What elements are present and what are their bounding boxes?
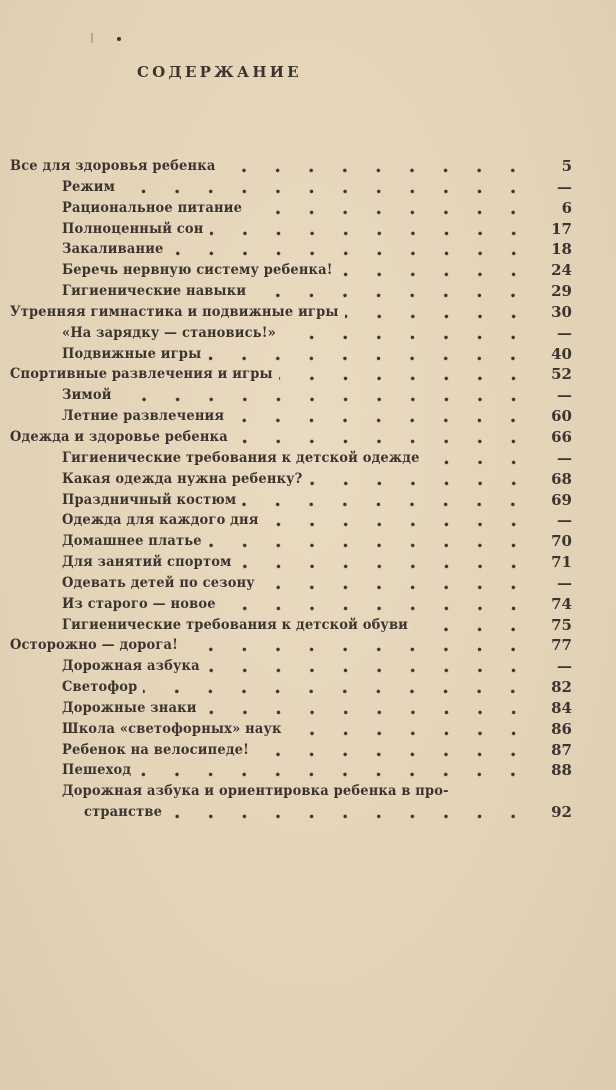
toc-entry [0, 510, 616, 531]
dot-leader [210, 219, 530, 240]
toc-entry-title: Гигиенические требования к детской одежде [62, 449, 420, 466]
toc-entry-page: 60 [551, 407, 572, 426]
toc-entry-title: Беречь нервную систему ребенка! [62, 262, 333, 279]
toc-entry-page: 71 [551, 553, 572, 572]
toc-entry-title: Одевать детей по сезону [62, 574, 255, 591]
toc-entry [0, 219, 616, 240]
toc-entry-page: 87 [551, 740, 572, 759]
toc-entry [0, 677, 616, 698]
toc-entry-page: 18 [551, 240, 572, 259]
toc-entry-page: 5 [561, 157, 572, 175]
toc-entry [0, 344, 616, 365]
dot-leader [279, 364, 530, 385]
toc-entry [0, 635, 616, 656]
toc-entry-title: Гигиенические требования к детской обуви [62, 616, 409, 633]
toc-entry-title: Одежда и здоровье ребенка [10, 428, 228, 445]
toc-entry [0, 198, 616, 219]
toc-entry-title: Домашнее платье [62, 533, 202, 550]
toc-entry-page: 75 [551, 615, 572, 634]
toc-entry-title: Подвижные игры [62, 345, 202, 362]
toc-entry-page: — [557, 323, 572, 342]
toc-entry-page: 24 [551, 261, 572, 280]
toc-entry-page: 68 [551, 469, 572, 488]
toc-entry [0, 740, 616, 761]
toc-entry-page: 82 [551, 678, 572, 697]
toc-entry-page: — [557, 386, 572, 405]
toc-entry [0, 719, 616, 740]
toc-entry [0, 323, 616, 344]
toc-entry [0, 427, 616, 448]
toc-entry-title: Одежда для каждого дня [62, 512, 259, 529]
toc-entry-title: странстве [84, 804, 163, 821]
toc-entry-page: 40 [551, 344, 572, 363]
dot-leader [184, 635, 530, 656]
toc-entry-page: 84 [551, 698, 572, 717]
toc-entry [0, 802, 616, 823]
dot-leader [170, 239, 531, 260]
toc-entry-title: Пешеход [62, 762, 132, 779]
dot-leader [282, 323, 530, 344]
toc-entry-title: Для занятий спортом [62, 554, 232, 571]
dot-leader [221, 156, 530, 177]
toc-entry-title: Какая одежда нужна ребенку? [62, 470, 303, 487]
toc-entry [0, 302, 616, 323]
dot-leader [261, 573, 530, 594]
toc-entry-title: Гигиенические навыки [62, 283, 247, 300]
toc-entry-page: 74 [551, 594, 572, 613]
dot-leader [207, 344, 530, 365]
toc-entry [0, 656, 616, 677]
toc-entry-page: 92 [551, 803, 572, 822]
dot-leader [265, 510, 530, 531]
toc-entry [0, 552, 616, 573]
toc-entry [0, 573, 616, 594]
dot-leader [222, 594, 530, 615]
toc-entry [0, 260, 616, 281]
dot-leader [230, 406, 530, 427]
dot-leader [414, 615, 530, 636]
dot-leader [238, 552, 530, 573]
dot-leader [309, 469, 531, 490]
toc-entry-page: 88 [551, 761, 572, 780]
toc-entry-title: Режим [62, 178, 116, 195]
dot-leader [168, 802, 530, 823]
toc-entry-title: Дорожная азбука и ориентировка ребенка в про- [62, 783, 449, 800]
dot-leader [426, 448, 530, 469]
dot-leader [143, 677, 530, 698]
dot-leader [288, 719, 530, 740]
toc-entry-title: Полноценный сон [62, 220, 204, 237]
toc-entry-page: 52 [551, 365, 572, 384]
dot-leader [206, 656, 530, 677]
toc-entry [0, 406, 616, 427]
dot-leader [242, 490, 530, 511]
toc-entry-page: 30 [551, 302, 572, 321]
dot-leader [339, 260, 530, 281]
toc-entry [0, 239, 616, 260]
toc-entry [0, 385, 616, 406]
toc-entry-title: Из старого — новое [62, 595, 216, 612]
table-of-contents [0, 156, 616, 823]
toc-entry-page: 70 [551, 532, 572, 551]
toc-entry-page: — [557, 448, 572, 467]
toc-entry-page: 17 [551, 219, 572, 238]
toc-entry-title: Рациональное питание [62, 199, 243, 216]
toc-entry-page: 6 [561, 198, 572, 217]
toc-entry-page: 66 [551, 427, 572, 446]
toc-entry [0, 281, 616, 302]
toc-entry-title: Зимой [62, 387, 112, 404]
dot-leader [208, 531, 530, 552]
dot-leader [137, 760, 530, 781]
toc-entry-page: — [557, 657, 572, 676]
scan-mark [91, 33, 93, 43]
toc-entry [0, 469, 616, 490]
toc-entry-page: — [557, 511, 572, 530]
dot-leader [255, 740, 530, 761]
dot-leader [203, 698, 530, 719]
toc-entry-title: Дорожная азбука [62, 658, 200, 675]
toc-entry-page: — [557, 573, 572, 592]
toc-entry [0, 156, 616, 177]
dot-leader [234, 427, 530, 448]
toc-entry [0, 594, 616, 615]
toc-entry-title: Ребенок на велосипеде! [62, 741, 250, 758]
toc-entry-title: Светофор [62, 679, 138, 696]
toc-entry [0, 698, 616, 719]
toc-entry-title: Летние развлечения [62, 408, 225, 425]
toc-entry-title: Праздничный костюм [62, 491, 237, 508]
toc-entry [0, 490, 616, 511]
toc-entry-title: Закаливание [62, 241, 164, 258]
dot-leader [121, 177, 530, 198]
toc-entry-page: 69 [551, 490, 572, 509]
dot-leader [248, 198, 530, 219]
toc-entry [0, 760, 616, 781]
toc-entry-title: Школа «светофорных» наук [62, 720, 282, 737]
toc-entry-page: — [557, 177, 572, 196]
scan-dot [117, 37, 121, 41]
toc-entry [0, 781, 616, 802]
toc-entry-title: Дорожные знаки [62, 699, 197, 716]
toc-entry-page: 29 [551, 282, 572, 301]
toc-entry-title: Утренняя гимнастика и подвижные игры [10, 303, 339, 320]
toc-entry [0, 448, 616, 469]
toc-entry-page: 86 [551, 719, 572, 738]
dot-leader [118, 385, 530, 406]
toc-entry-page: 77 [551, 636, 572, 655]
toc-entry-title: Осторожно — дорога! [10, 637, 179, 654]
toc-entry [0, 364, 616, 385]
page-title: СОДЕРЖАНИЕ [137, 63, 302, 81]
toc-entry [0, 615, 616, 636]
toc-entry-title: Все для здоровья ребенка [10, 158, 216, 174]
toc-entry-title: Спортивные развлечения и игры [10, 366, 273, 383]
toc-entry-title: «На зарядку — становись!» [62, 324, 277, 341]
dot-leader [252, 281, 530, 302]
toc-entry [0, 531, 616, 552]
dot-leader [345, 302, 530, 323]
toc-entry [0, 177, 616, 198]
